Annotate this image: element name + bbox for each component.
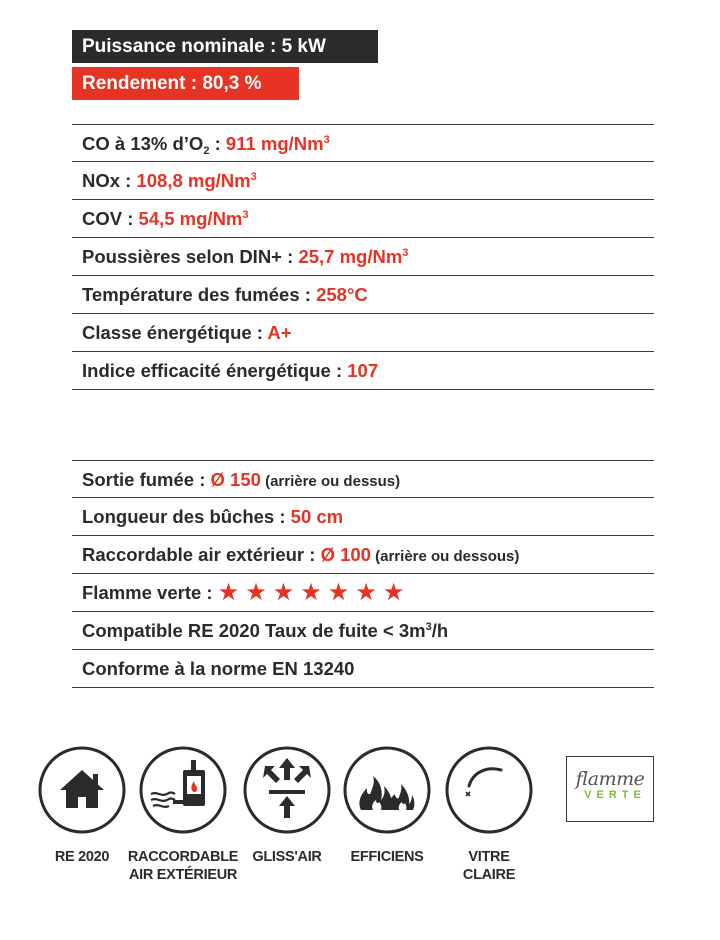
arrows-icon [243, 746, 331, 834]
longueur-value: 50 cm [290, 506, 344, 527]
flames-icon [343, 746, 431, 834]
indice-value: 107 [347, 360, 379, 381]
sortie-value: Ø 150 [210, 469, 261, 490]
rendement-badge: Rendement : 80,3 % [72, 67, 299, 100]
spec-re2020: Compatible RE 2020 Taux de fuite < $3m^3/h$ [72, 612, 654, 650]
re2020-caption: RE 2020 [54, 849, 110, 865]
glissair-caption: GLISS'AIR [252, 849, 322, 865]
spec-classe: Classe énergétique : A+ [72, 314, 654, 352]
spec-co: CO à 13% $d’O_2$ : 911 mg/Nm$^3$ [72, 124, 654, 162]
spec-sortie: Sortie fumée : Ø 150 (arrière ou dessus) [72, 460, 654, 498]
poussieres-value: 25,7 mg/Nm [298, 246, 403, 267]
raccordable-caption: RACCORDABLE AIR EXTÉRIEUR [127, 849, 239, 883]
spec-temperature: Température des fumées : 258°C [72, 276, 654, 314]
house-icon [38, 746, 126, 834]
stove-air-icon [139, 746, 227, 834]
installation-list [72, 460, 654, 688]
nox-value: 108,8 mg/Nm [136, 170, 251, 191]
cov-value: 54,5 mg/Nm [138, 208, 243, 229]
star-rating: ★★★★★★★ [217, 579, 411, 606]
flamme-verte-logo: flamme VERTE [566, 756, 654, 822]
spec-flamme-verte: Flamme verte : ★★★★★★★ [72, 574, 654, 612]
spec-cov: COV : 54,5 mg/Nm$^3$ [72, 200, 654, 238]
spec-longueur: Longueur des bûches : 50 cm [72, 498, 654, 536]
spec-poussieres: Poussières selon DIN+ : 25,7 mg/Nm$^3$ [72, 238, 654, 276]
window-icon [445, 746, 533, 834]
temperature-value: 258°C [316, 284, 368, 305]
spec-indice: Indice efficacité énergétique : 107 [72, 352, 654, 390]
spec-norme: Conforme à la norme EN 13240 [72, 650, 654, 688]
co-value: 911 mg/Nm [225, 133, 324, 154]
raccordable-value: Ø 100 [320, 544, 371, 565]
vitre-caption: VITRE CLAIRE [462, 849, 516, 883]
classe-value: A+ [267, 322, 292, 343]
spec-raccordable: Raccordable air extérieur : Ø 100 (arrière ou dessous) [72, 536, 654, 574]
efficiens-caption: EFFICIENS [350, 849, 424, 865]
emissions-list [72, 124, 654, 390]
puissance-badge: Puissance nominale : 5 kW [72, 30, 378, 63]
spec-nox: NOx : 108,8 mg/Nm$^3$ [72, 162, 654, 200]
